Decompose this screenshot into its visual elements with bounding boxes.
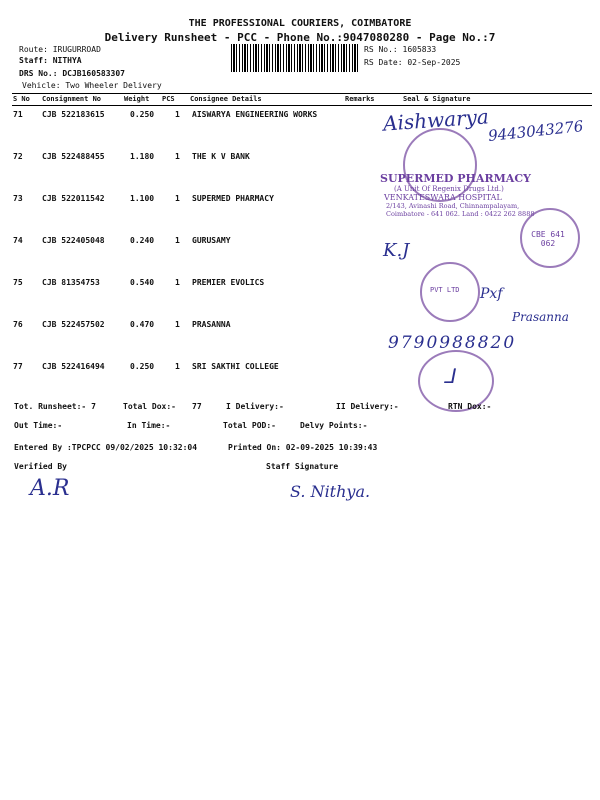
row-consignment: CJB 522183615 — [42, 110, 105, 119]
col-consignment: Consignment No — [42, 95, 102, 103]
row-sno: 72 — [13, 152, 23, 161]
signature-row77: ⅃ — [444, 364, 456, 388]
row-sno: 71 — [13, 110, 23, 119]
supermed-round-text: CBE 641 062 — [531, 230, 565, 248]
entered-by: Entered By :TPCPCC 09/02/2025 10:32:04 — [14, 443, 198, 452]
row-weight: 1.100 — [130, 194, 155, 203]
supermed-line2: VENKATESWARA HOSPITAL — [384, 193, 502, 202]
row-pcs: 1 — [175, 362, 180, 371]
drs-number: DRS No.: DCJB160583307 — [19, 69, 125, 78]
tot-runsheet: Tot. Runsheet:- 7 — [14, 402, 96, 411]
signature-row71: Aishwarya — [382, 104, 490, 136]
col-remarks: Remarks — [345, 95, 375, 103]
signature-row76: Prasanna — [512, 310, 569, 324]
supermed-line1: (A Unit Of Regenix Drugs Ltd.) — [394, 185, 504, 193]
rs-date: RS Date: 02-Sep-2025 — [364, 58, 461, 67]
row-consignment: CJB 522405048 — [42, 236, 105, 245]
row-consignment: CJB 522011542 — [42, 194, 105, 203]
premier-round-text: PVT LTD — [430, 286, 460, 294]
row-pcs: 1 — [175, 110, 180, 119]
row-sno: 75 — [13, 278, 23, 287]
row-consignment: CJB 522416494 — [42, 362, 105, 371]
row-consignment: CJB 81354753 — [42, 278, 100, 287]
printed-on: Printed On: 02-09-2025 10:39:43 — [228, 443, 378, 452]
route-label: Route: IRUGURROAD — [19, 45, 101, 54]
runsheet-subtitle: Delivery Runsheet - PCC - Phone No.:9047080280 - Page No.:7 — [104, 31, 496, 44]
total-pod: Total POD:- — [223, 421, 276, 430]
verified-by-label: Verified By — [14, 462, 67, 471]
row-pcs: 1 — [175, 152, 180, 161]
ii-delivery: II Delivery:- — [336, 402, 399, 411]
row-consignee: AISWARYA ENGINEERING WORKS — [192, 110, 318, 119]
row-weight: 1.180 — [130, 152, 155, 161]
row-weight: 0.250 — [130, 362, 155, 371]
row-pcs: 1 — [175, 236, 180, 245]
row-consignment: CJB 522457502 — [42, 320, 105, 329]
barcode — [231, 44, 359, 72]
row-pcs: 1 — [175, 278, 180, 287]
delvy-points: Delvy Points:- — [300, 421, 368, 430]
staff-signature: S. Nithya. — [290, 482, 371, 501]
row-sno: 74 — [13, 236, 23, 245]
row-consignee: SRI SAKTHI COLLEGE — [192, 362, 279, 371]
staff-label: Staff: NITHYA — [19, 56, 82, 65]
phone-row71: 9443043276 — [487, 117, 585, 145]
row-weight: 0.540 — [130, 278, 155, 287]
row-consignee: SUPERMED PHARMACY — [192, 194, 274, 203]
verified-signature: A.R — [30, 476, 70, 501]
row-weight: 0.470 — [130, 320, 155, 329]
row-consignee: GURUSAMY — [192, 236, 231, 245]
supermed-name: SUPERMED PHARMACY — [380, 172, 531, 185]
in-time: In Time:- — [127, 421, 171, 430]
row-consignee: THE K V BANK — [192, 152, 250, 161]
col-sno: S No — [13, 95, 30, 103]
supermed-stamp — [380, 172, 534, 218]
out-time: Out Time:- — [14, 421, 63, 430]
supermed-line4: Coimbatore - 641 062. Land : 0422 262 8888 — [386, 210, 535, 218]
header-rule-top — [12, 93, 592, 94]
i-delivery: I Delivery:- — [226, 402, 284, 411]
row-pcs: 1 — [175, 194, 180, 203]
vehicle-label: Vehicle: Two Wheeler Delivery — [22, 81, 162, 90]
signature-row75: Pxf — [480, 286, 503, 302]
total-dox-value: 77 — [192, 402, 202, 411]
col-weight: Weight — [124, 95, 150, 103]
signature-row74: K.J — [383, 240, 410, 261]
company-title: THE PROFESSIONAL COURIERS, COIMBATORE — [188, 18, 412, 29]
phone-row76: 9790988820 — [388, 333, 517, 353]
supermed-line3: 2/143, Avinashi Road, Chinnampalayam, — [386, 202, 520, 210]
staff-signature-label: Staff Signature — [266, 462, 339, 471]
header-rule-bottom — [12, 105, 592, 106]
row-consignee: PRASANNA — [192, 320, 231, 329]
row-sno: 73 — [13, 194, 23, 203]
col-pcs: PCS — [162, 95, 175, 103]
total-dox-label: Total Dox:- — [123, 402, 176, 411]
row-consignment: CJB 522488455 — [42, 152, 105, 161]
row-pcs: 1 — [175, 320, 180, 329]
col-consignee: Consignee Details — [190, 95, 262, 103]
row-sno: 77 — [13, 362, 23, 371]
col-seal: Seal & Signature — [403, 95, 471, 103]
row-consignee: PREMIER EVOLICS — [192, 278, 265, 287]
row-weight: 0.250 — [130, 110, 155, 119]
row-weight: 0.240 — [130, 236, 155, 245]
row-sno: 76 — [13, 320, 23, 329]
rs-number: RS No.: 1605833 — [364, 45, 437, 54]
rtn-dox: RTN Dox:- — [448, 402, 492, 411]
